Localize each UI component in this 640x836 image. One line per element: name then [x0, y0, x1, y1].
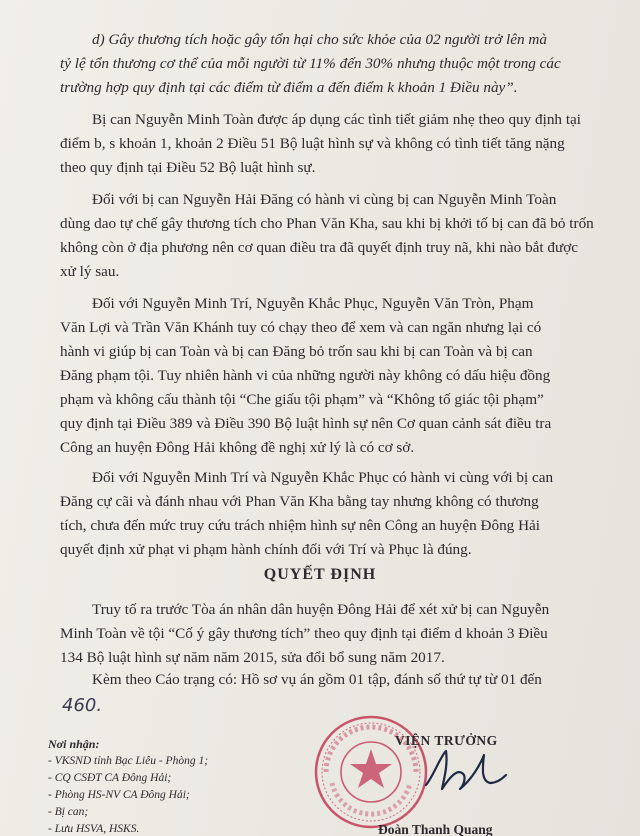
quote-line-1: d) Gây thương tích hoặc gây tổn hại cho sức khỏe của 02 người trở lên mà	[92, 31, 547, 48]
p2-line-3: không còn ở địa phương nên cơ quan điều tra đã quyết định truy nã, khi nào bắt được	[60, 239, 579, 256]
recipients-block	[48, 736, 208, 836]
p3-line-6: quy định tại Điều 389 và Điều 390 Bộ luật hình sự nên Cơ quan cảnh sát điều tra	[60, 415, 552, 432]
p5-line-3: 134 Bộ luật hình sự năm năm 2015, sửa đổi bổ sung năm 2017.	[60, 649, 445, 666]
administrative-penalty-paragraph	[60, 466, 600, 562]
p3-line-3: hành vi giúp bị can Toàn và bị can Đăng bỏ trốn sau khi bị can Toàn và bị can	[60, 343, 533, 360]
recipient-item: - CQ CSĐT CA Đông Hải;	[48, 772, 172, 784]
recipient-item: - Lưu HSVA, HSKS.	[48, 823, 140, 835]
accomplice-paragraph	[60, 188, 600, 284]
p3-line-2: Văn Lợi và Trần Văn Khánh tuy có chạy theo để xem và can ngăn nhưng lại có	[60, 319, 542, 336]
p3-line-1: Đối với Nguyễn Minh Trí, Nguyễn Khắc Phục, Nguyễn Văn Tròn, Phạm	[92, 295, 534, 312]
recipient-item: - Bị can;	[48, 806, 89, 818]
p4-line-3: tích, chưa đến mức truy cứu trách nhiệm hình sự nên Công an huyện Đông Hải	[60, 517, 541, 534]
witnesses-paragraph	[60, 292, 600, 460]
p2-line-4: xử lý sau.	[60, 263, 120, 280]
official-seal-icon	[312, 713, 430, 831]
recipient-item: - Phòng HS-NV CA Đông Hải;	[48, 789, 190, 801]
p4-line-2: Đăng cự cãi và đánh nhau với Phan Văn Kha bằng tay nhưng không có thương	[60, 493, 539, 510]
p4-line-1: Đối với Nguyễn Minh Trí và Nguyễn Khắc Phục có hành vi cùng với bị can	[92, 469, 554, 486]
p1-line-3: theo quy định tại Điều 52 Bộ luật hình sự.	[60, 159, 316, 176]
legal-quote-paragraph	[60, 28, 600, 100]
attachments-paragraph	[60, 668, 600, 692]
p2-line-1: Đối với bị can Nguyễn Hải Đăng có hành vi cùng bị can Nguyễn Minh Toàn	[92, 191, 557, 208]
signer-name: Đoàn Thanh Quang	[378, 822, 493, 836]
handwritten-page-count: 460.	[62, 695, 103, 716]
signature-icon	[420, 745, 510, 795]
p6-line-1: Kèm theo Cáo trạng có: Hồ sơ vụ án gồm 01 tập, đánh số thứ tự từ 01 đến	[92, 671, 542, 688]
p1-line-2: điểm b, s khoản 1, khoản 2 Điều 51 Bộ luật hình sự và không có tình tiết tăng nặng	[60, 135, 565, 152]
recipients-title: Nơi nhận:	[48, 737, 100, 751]
p3-line-7: Công an huyện Đông Hải không đề nghị xử lý là có cơ sở.	[60, 439, 415, 456]
mitigating-circumstances-paragraph	[60, 108, 600, 180]
p5-line-1: Truy tố ra trước Tòa án nhân dân huyện Đông Hải để xét xử bị can Nguyễn	[92, 601, 550, 618]
recipient-item: - VKSND tỉnh Bạc Liêu - Phòng 1;	[48, 755, 209, 767]
quote-line-3: trường hợp quy định tại các điểm từ điểm a đến điểm k khoản 1 Điều này”.	[60, 79, 518, 96]
signer-title: VIỆN TRƯỞNG	[395, 733, 498, 748]
p3-line-5: phạm và không cấu thành tội “Che giấu tội phạm” và “Không tố giác tội phạm”	[60, 391, 544, 408]
p1-line-1: Bị can Nguyễn Minh Toàn được áp dụng các tình tiết giảm nhẹ theo quy định tại	[92, 111, 582, 128]
quote-line-2: tỷ lệ tổn thương cơ thể của mỗi người từ 11% đến 30% nhưng thuộc một trong các	[60, 55, 561, 72]
p4-line-4: quyết định xử phạt vi phạm hành chính đối với Trí và Phục là đúng.	[60, 541, 472, 558]
p5-line-2: Minh Toàn về tội “Cố ý gây thương tích” theo quy định tại điểm d khoản 3 Điều	[60, 625, 548, 642]
p3-line-4: Đăng phạm tội. Tuy nhiên hành vi của những người này không có dấu hiệu đồng	[60, 367, 551, 384]
p2-line-2: dùng dao tự chế gây thương tích cho Phan Văn Kha, sau khi bị khởi tố bị can đã bỏ trốn	[60, 215, 594, 232]
prosecution-paragraph	[60, 598, 600, 670]
decision-heading: QUYẾT ĐỊNH	[263, 566, 377, 583]
